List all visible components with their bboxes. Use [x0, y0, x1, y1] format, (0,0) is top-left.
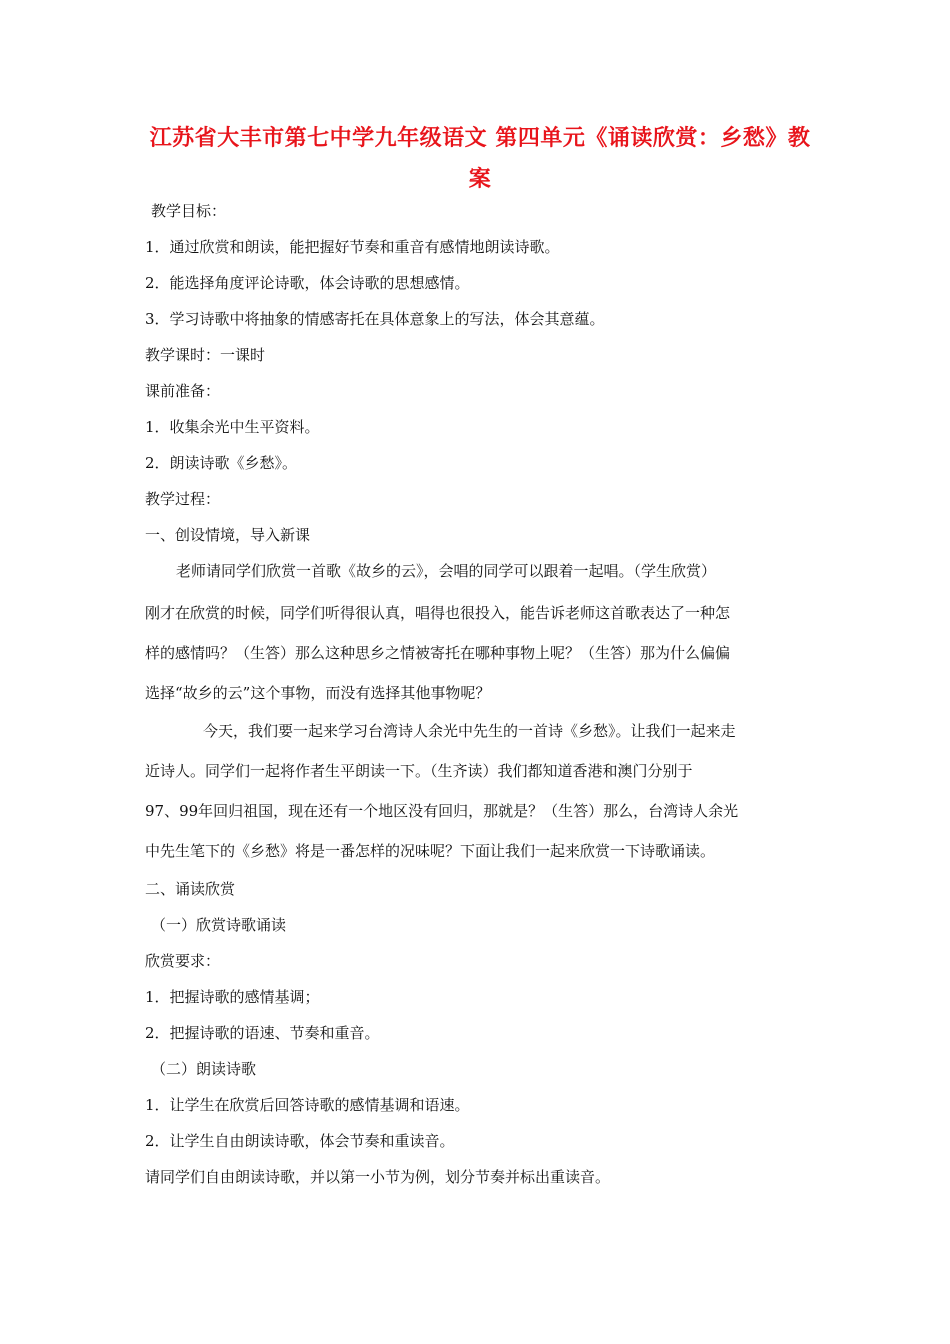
- subsection-heading: （一）欣赏诗歌诵读: [151, 916, 287, 934]
- paragraph-line: 今天，我们要一起来学习台湾诗人余光中先生的一首诗《乡愁》。让我们一起来走: [203, 722, 736, 740]
- step-heading-1: 一、创设情境，导入新课: [145, 526, 311, 544]
- requirement-item-1: 1．把握诗歌的感情基调；: [145, 988, 320, 1006]
- paragraph-line: 请同学们自由朗读诗歌，并以第一小节为例，划分节奏并标出重读音。: [145, 1168, 611, 1186]
- requirement-item-2: 2．把握诗歌的语速、节奏和重音。: [145, 1024, 380, 1042]
- paragraph-line: 刚才在欣赏的时候，同学们听得很认真，唱得也很投入，能告诉老师这首歌表达了一种怎: [145, 604, 731, 622]
- paragraph-line: 老师请同学们欣赏一首歌《故乡的云》，会唱的同学可以跟着一起唱。（学生欣赏）: [176, 562, 717, 580]
- document-title: [140, 118, 820, 200]
- class-hours: 教学课时：一课时: [145, 346, 266, 364]
- reading-item-2: 2．让学生自由朗读诗歌，体会节奏和重读音。: [145, 1132, 455, 1150]
- paragraph-line: 中先生笔下的《乡愁》将是一番怎样的况味呢？下面让我们一起来欣赏一下诗歌诵读。: [145, 842, 716, 860]
- objective-item-2: 2．能选择角度评论诗歌，体会诗歌的思想感情。: [145, 274, 470, 292]
- paragraph-line: 97、99年回归祖国，现在还有一个地区没有回归，那就是？（生答）那么，台湾诗人余光: [145, 802, 739, 820]
- section-heading-process: 教学过程：: [145, 490, 221, 508]
- reading-item-1: 1．让学生在欣赏后回答诗歌的感情基调和语速。: [145, 1096, 470, 1114]
- objective-item-3: 3．学习诗歌中将抽象的情感寄托在具体意象上的写法，体会其意蕴。: [145, 310, 605, 328]
- section-heading-preparation: 课前准备：: [145, 382, 221, 400]
- paragraph-line: 近诗人。同学们一起将作者生平朗读一下。（生齐读）我们都知道香港和澳门分别于: [145, 762, 693, 780]
- subsection-heading: （二）朗读诗歌: [151, 1060, 257, 1078]
- paragraph-line: 选择“故乡的云”这个事物，而没有选择其他事物呢？: [145, 684, 491, 702]
- section-heading-objectives: 教学目标：: [151, 202, 227, 220]
- requirements-heading: 欣赏要求：: [145, 952, 221, 970]
- title-line-2: 案: [468, 167, 492, 192]
- title-line-1: 江苏省大丰市第七中学九年级语文 第四单元《诵读欣赏：乡愁》教: [149, 126, 811, 151]
- preparation-item-2: 2．朗读诗歌《乡愁》。: [145, 454, 298, 472]
- step-heading-2: 二、诵读欣赏: [145, 880, 236, 898]
- paragraph-line: 样的感情吗？（生答）那么这种思乡之情被寄托在哪种事物上呢？（生答）那为什么偏偏: [145, 644, 731, 662]
- preparation-item-1: 1．收集余光中生平资料。: [145, 418, 320, 436]
- objective-item-1: 1．通过欣赏和朗读，能把握好节奏和重音有感情地朗读诗歌。: [145, 238, 560, 256]
